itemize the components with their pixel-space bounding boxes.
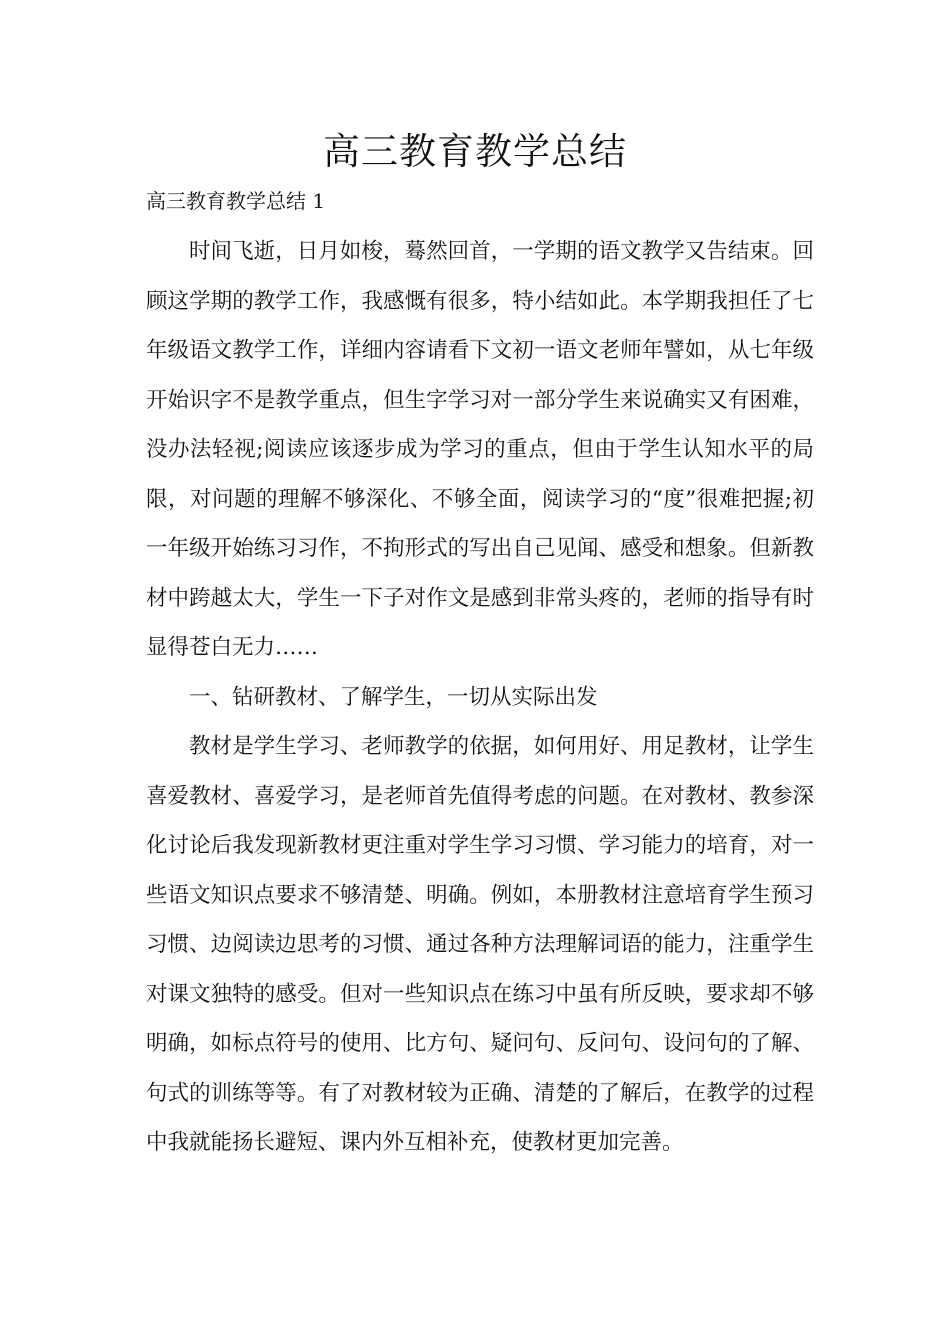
- section-heading: 高三教育教学总结 1: [146, 189, 326, 213]
- paragraph-intro: 时间飞逝，日月如梭，蓦然回首，一学期的语文教学又告结束。回顾这学期的教学工作，我感慨有很多，特小结如此。本学期我担任了七年级语文教学工作，详细内容请看下文初一语文老师年譬如，从七年级开始识字不是教学重点，但生字学习对一部分学生来说确实又有困难，没办法轻视;阅读应该逐步成为学习的重点，但由于学生认知水平的局限，对问题的理解不够深化、不够全面，阅读学习的“度”很难把握;初一年级开始练习习作，不拘形式的写出自己见闻、感受和想象。但新教材中跨越太大，学生一下子对作文是感到非常头疼的，老师的指导有时显得苍白无力……: [146, 239, 814, 660]
- document-title: 高三教育教学总结: [323, 130, 627, 173]
- paragraph-body: 教材是学生学习、老师教学的依据，如何用好、用足教材，让学生喜爱教材、喜爱学习，是老师首先值得考虑的问题。在对教材、教参深化讨论后我发现新教材更注重对学生学习习惯、学习能力的培育，对一些语文知识点要求不够清楚、明确。例如，本册教材注意培育学生预习习惯、边阅读边思考的习惯、通过各种方法理解词语的能力，注重学生对课文独特的感受。但对一些知识点在练习中虽有所反映，要求却不够明确，如标点符号的使用、比方句、疑问句、反问句、设问句的了解、句式的训练等等。有了对教材较为正确、清楚的了解后，在教学的过程中我就能扬长避短、课内外互相补充，使教材更加完善。: [146, 734, 814, 1155]
- paragraph-subheading: 一、钻研教材、了解学生，一切从实际出发: [189, 685, 598, 710]
